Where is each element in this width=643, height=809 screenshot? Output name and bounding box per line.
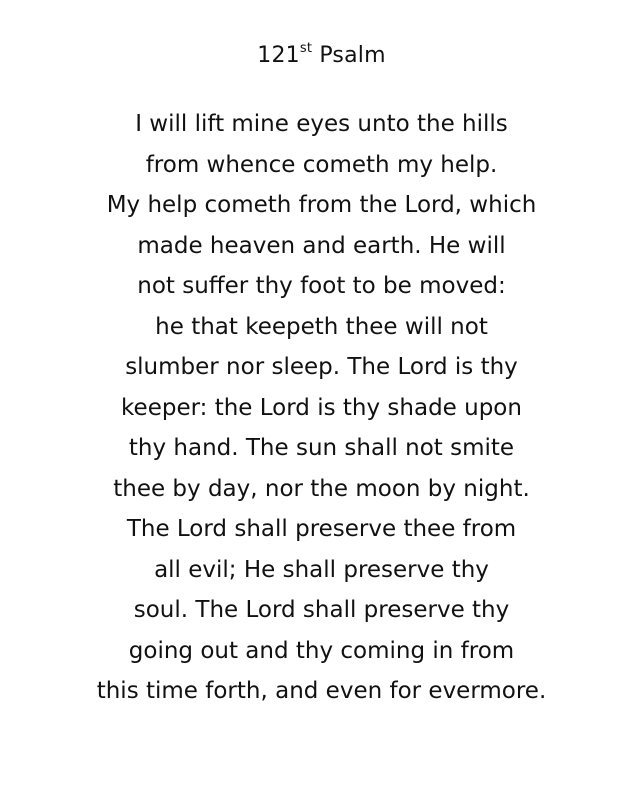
text-line: I will lift mine eyes unto the hills — [135, 111, 508, 137]
page-title — [0, 40, 643, 72]
psalm-text — [0, 104, 643, 712]
text-line: slumber nor sleep. The Lord is thy — [125, 354, 518, 380]
text-line: he that keepeth thee will not — [155, 313, 488, 340]
text-line: from whence cometh my help. — [145, 151, 498, 178]
text-line: made heaven and earth. He will — [137, 232, 506, 259]
text-line: keeper: the Lord is thy shade upon — [121, 394, 522, 421]
text-line: this time forth, and even for evermore. — [96, 678, 547, 704]
text-line: The Lord shall preserve thee from — [126, 516, 517, 542]
title-name: Psalm — [312, 43, 386, 68]
text-line: soul. The Lord shall preserve thy — [133, 597, 510, 623]
text-line: thee by day, nor the moon by night. — [113, 475, 530, 502]
title-number: 121 — [257, 43, 300, 68]
text-line: thy hand. The sun shall not smite — [128, 435, 515, 461]
text-line: not suffer thy foot to be moved: — [137, 273, 506, 299]
text-line: all evil; He shall preserve thy — [154, 556, 489, 583]
text-line: going out and thy coming in from — [128, 637, 515, 664]
text-line: My help cometh from the Lord, which — [106, 192, 537, 218]
title-ordinal-suffix: st — [299, 40, 313, 56]
